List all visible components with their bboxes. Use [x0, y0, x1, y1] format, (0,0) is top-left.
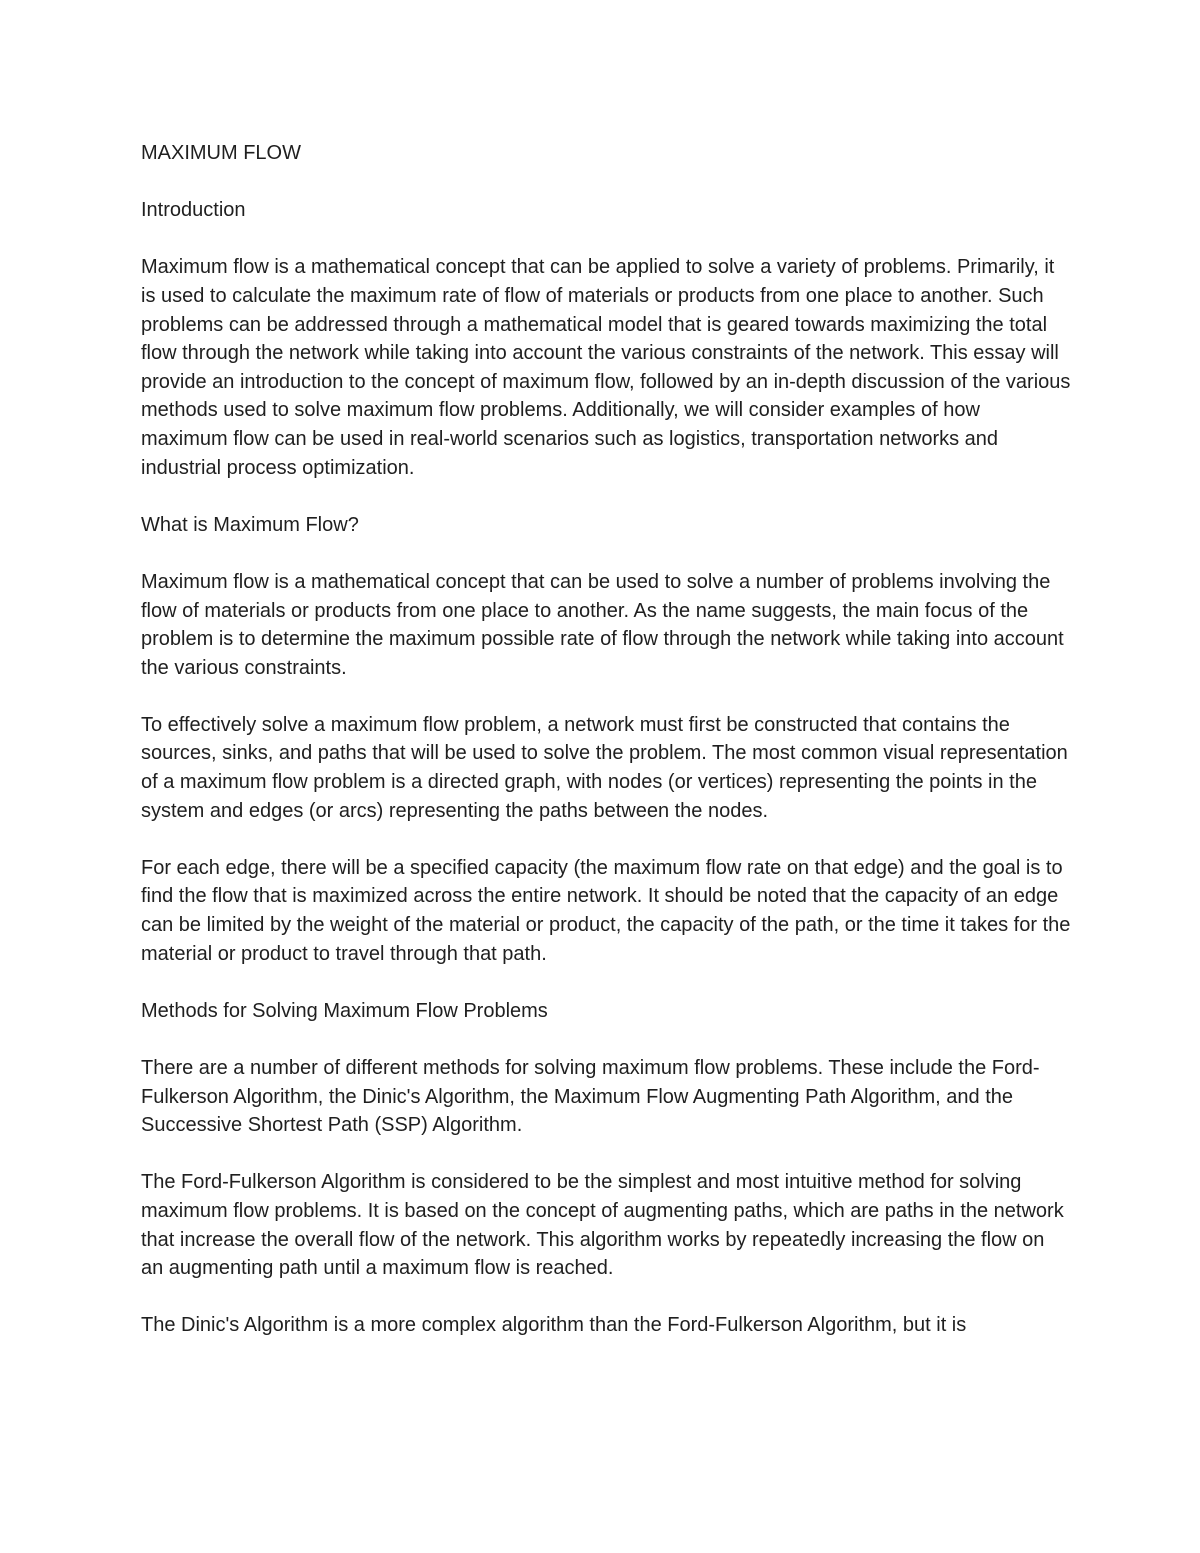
section-heading-what-is-maximum-flow: What is Maximum Flow? — [141, 513, 359, 536]
paragraph: To effectively solve a maximum flow problem, a network must first be constructed that contains the sources, sinks, and paths that will be used to solve the problem. The most common visual representation of a maximum flow problem is a directed graph, with nodes (or vertices) representing the points in the system and edges (or arcs) representing the paths between the nodes. — [141, 713, 1068, 822]
section-heading-methods: Methods for Solving Maximum Flow Problems — [141, 999, 548, 1022]
document-title: MAXIMUM FLOW — [141, 142, 301, 164]
paragraph: For each edge, there will be a specified capacity (the maximum flow rate on that edge) and the goal is to find the flow that is maximized across the entire network. It should be noted that the capacity of an edge can be limited by the weight of the material or product, the capacity of the path, or the time it takes for the material or product to travel through that path. — [141, 856, 1071, 965]
paragraph: There are a number of different methods for solving maximum flow problems. These include the Ford-Fulkerson Algorithm, the Dinic's Algorithm, the Maximum Flow Augmenting Path Algorithm, and the Successive Shortest Path (SSP) Algorithm. — [141, 1057, 1040, 1137]
paragraph: Maximum flow is a mathematical concept that can be used to solve a number of problems involving the flow of materials or products from one place to another. As the name suggests, the main focus of the problem is to determine the maximum possible rate of flow through the network while taking into account the various constraints. — [141, 570, 1064, 679]
document-body — [141, 139, 1071, 1369]
paragraph: The Ford-Fulkerson Algorithm is considered to be the simplest and most intuitive method for solving maximum flow problems. It is based on the concept of augmenting paths, which are paths in the network that increase the overall flow of the network. This algorithm works by repeatedly increasing the flow on an augmenting path until a maximum flow is reached. — [141, 1171, 1064, 1280]
paragraph: Maximum flow is a mathematical concept that can be applied to solve a variety of problems. Primarily, it is used to calculate the maximum rate of flow of materials or products from one place to another. Such problems can be addressed through a mathematical model that is geared towards maximizing the total flow through the network while taking into account the various constraints of the network. This essay will provide an introduction to the concept of maximum flow, followed by an in-depth discussion of the various methods used to solve maximum flow problems. Additionally, we will consider examples of how maximum flow can be used in real-world scenarios such as logistics, transportation networks and industrial process optimization. — [141, 256, 1071, 479]
section-heading-introduction: Introduction — [141, 199, 246, 222]
paragraph: The Dinic's Algorithm is a more complex algorithm than the Ford-Fulkerson Algorithm, but it is — [141, 1314, 967, 1337]
